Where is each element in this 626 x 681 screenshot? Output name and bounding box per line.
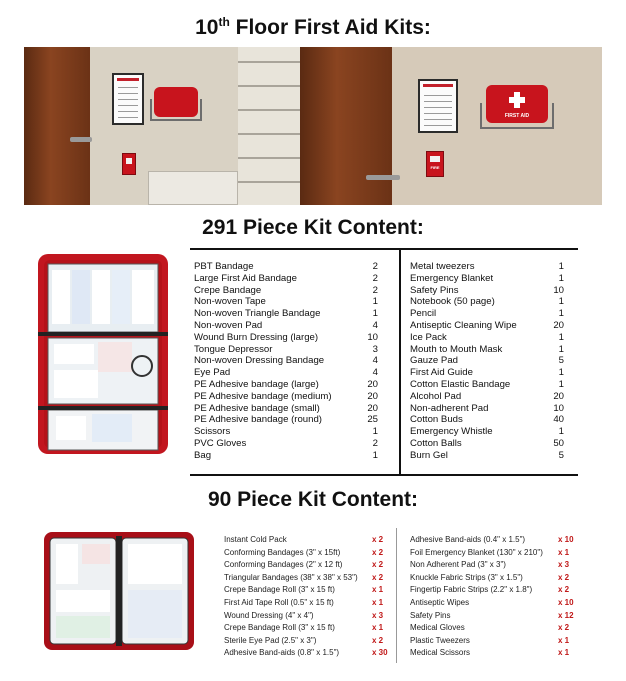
list-item: Conforming Bandages (2" x 12 ft): [224, 560, 343, 570]
list-item: First Aid Tape Roll (0.5" x 15 ft): [224, 598, 334, 607]
list-item: Tongue Depressor: [194, 343, 273, 355]
list-item-qty: 4: [372, 367, 378, 379]
list-item: Emergency Whistle: [410, 426, 493, 438]
compact-first-aid-kit-photo: [40, 522, 200, 664]
list-item-qty: 1: [372, 296, 378, 308]
list-item: Non-woven Triangle Bandage: [194, 308, 321, 320]
list-item: First Aid Guide: [410, 367, 473, 379]
list-item: Mouth to Mouth Mask: [410, 343, 503, 355]
wire-basket: [480, 103, 554, 129]
list-item-qty: 2: [372, 261, 378, 272]
list-item-qty: x 2: [372, 560, 384, 570]
list-item: Medical Gloves: [410, 623, 465, 633]
list-item-qty: 1: [558, 272, 564, 284]
list-item: Wound Burn Dressing (large): [194, 331, 319, 343]
list-item: PBT Bandage: [194, 261, 254, 272]
table-column-divider: [396, 528, 397, 663]
first-aid-kit-photo-right: [300, 47, 602, 205]
list-item: Adhesive Band-aids (0.4" x 1.5"): [410, 535, 526, 544]
list-item-qty: x 10: [558, 535, 574, 544]
list-item-qty: 10: [553, 402, 564, 414]
list-item: Crepe Bandage Roll (3" x 15 ft): [224, 585, 335, 595]
list-item-qty: x 2: [372, 535, 384, 544]
kit-90-contents-table: [210, 528, 590, 663]
fire-alarm-label: FIRE: [430, 165, 440, 170]
kit-label: FIRST AID: [504, 113, 530, 119]
list-item: Sterile Eye Pad (2.5" x 3"): [224, 635, 317, 645]
list-item: Non-woven Pad: [194, 320, 263, 331]
title-ordinal-suffix: th: [218, 15, 230, 29]
list-item-qty: 20: [553, 320, 564, 331]
list-item: Adhesive Band-aids (0.8" x 1.5"): [224, 648, 340, 658]
title-text: Floor First Aid Kits:: [229, 16, 431, 39]
list-item-qty: 2: [372, 284, 378, 296]
list-item: Non Adherent Pad (3" x 3"): [410, 560, 506, 570]
list-item-qty: 1: [558, 296, 564, 308]
list-item: Emergency Blanket: [410, 272, 494, 284]
list-item-qty: 20: [553, 390, 564, 402]
list-item-qty: x 2: [558, 572, 570, 582]
list-item-qty: 1: [372, 449, 378, 461]
list-item: Non-adherent Pad: [410, 402, 489, 414]
list-item-qty: 20: [367, 390, 378, 402]
list-item: Bag: [194, 449, 212, 461]
list-item-qty: 25: [367, 414, 378, 426]
list-item: Safety Pins: [410, 284, 459, 296]
list-item: PE Adhesive bandage (medium): [194, 390, 332, 402]
list-item-qty: x 3: [372, 610, 384, 620]
list-item-qty: 1: [558, 367, 564, 379]
list-item-qty: 20: [367, 402, 378, 414]
list-item-qty: 2: [372, 438, 378, 449]
list-item: Crepe Bandage Roll (3" x 15 ft): [224, 623, 335, 633]
list-item-qty: 1: [558, 261, 564, 272]
list-item-qty: 10: [367, 331, 378, 343]
list-item-qty: 1: [558, 379, 564, 390]
list-item-qty: 5: [558, 449, 564, 461]
fire-alarm-pull-station: [426, 151, 444, 177]
wooden-door: [300, 47, 392, 205]
list-item-qty: 1: [558, 331, 564, 343]
list-item: Gauze Pad: [410, 355, 459, 367]
list-item: Non-woven Tape: [194, 296, 266, 308]
list-item-qty: x 2: [372, 547, 384, 557]
list-item: PVC Gloves: [194, 438, 247, 449]
list-item: Crepe Bandage: [194, 284, 262, 296]
list-item: Scissors: [194, 426, 231, 438]
wire-basket: [150, 99, 202, 121]
list-item-qty: x 2: [558, 585, 570, 595]
emergency-procedures-sign: [112, 73, 144, 125]
list-item-qty: x 12: [558, 610, 574, 620]
list-item: Plastic Tweezers: [410, 635, 470, 645]
list-item: Metal tweezers: [410, 261, 475, 272]
list-item-qty: 4: [372, 320, 378, 331]
page-title: [0, 16, 626, 40]
list-item-qty: x 3: [558, 560, 570, 570]
first-aid-bag-open-photo: [30, 246, 180, 474]
list-item: Fingertip Fabric Strips (2.2" x 1.8"): [410, 585, 533, 595]
first-aid-kit-photo-left: [24, 47, 300, 205]
list-item: Pencil: [410, 308, 437, 320]
list-item-qty: 4: [372, 355, 378, 367]
list-item: Large First Aid Bandage: [194, 272, 297, 284]
cabinet: [148, 171, 238, 205]
kit-90-heading: 90 Piece Kit Content:: [207, 488, 419, 511]
list-item-qty: x 1: [372, 598, 384, 607]
list-item-qty: 1: [372, 426, 378, 438]
list-item-qty: x 2: [372, 635, 384, 645]
door-handle: [70, 137, 92, 142]
list-item: Conforming Bandages (3" x 15ft): [224, 547, 341, 557]
list-item: Alcohol Pad: [410, 390, 462, 402]
list-item: Wound Dressing (4" x 4"): [224, 610, 314, 620]
list-item-qty: 1: [558, 426, 564, 438]
list-item-qty: x 2: [372, 572, 384, 582]
list-item: Burn Gel: [410, 449, 448, 461]
list-item-qty: 10: [553, 284, 564, 296]
list-item: Antiseptic Wipes: [410, 598, 470, 607]
list-item: Safety Pins: [410, 610, 451, 620]
list-item-qty: x 1: [558, 547, 570, 557]
list-item: Non-woven Dressing Bandage: [194, 355, 325, 367]
table-column-divider: [399, 248, 401, 476]
door-handle: [366, 175, 400, 180]
list-item: Knuckle Fabric Strips (3" x 1.5"): [410, 572, 523, 582]
kit-291-heading: 291 Piece Kit Content:: [202, 216, 424, 239]
list-item: Medical Scissors: [410, 648, 471, 658]
list-item-qty: 2: [372, 272, 378, 284]
emergency-procedures-sign: [418, 79, 458, 133]
list-item-qty: x 2: [558, 623, 570, 633]
list-item-qty: 20: [367, 379, 378, 390]
shelving-unit: [238, 47, 300, 205]
title-number: 10: [195, 16, 219, 39]
list-item-qty: 5: [558, 355, 564, 367]
list-item-qty: 1: [558, 343, 564, 355]
list-item: Cotton Balls: [410, 438, 462, 449]
list-item: Ice Pack: [410, 331, 447, 343]
list-item: Triangular Bandages (38" x 38" x 53"): [224, 572, 358, 582]
list-item: Cotton Buds: [410, 414, 463, 426]
list-item-qty: x 30: [372, 648, 388, 658]
list-item-qty: x 1: [372, 623, 384, 633]
list-item: Antiseptic Cleaning Wipe: [410, 320, 517, 331]
list-item-qty: x 10: [558, 598, 574, 607]
list-item-qty: x 1: [558, 635, 570, 645]
kit-291-contents-table: [188, 248, 578, 476]
list-item: PE Adhesive bandage (small): [194, 402, 320, 414]
list-item: Eye Pad: [194, 367, 231, 379]
list-item: Cotton Elastic Bandage: [410, 379, 511, 390]
table-bottom-rule: [190, 474, 578, 476]
list-item-qty: 1: [558, 308, 564, 320]
list-item-qty: x 1: [372, 585, 384, 595]
list-item: Instant Cold Pack: [224, 535, 287, 544]
list-item-qty: 40: [553, 414, 564, 426]
list-item: PE Adhesive bandage (round): [194, 414, 323, 426]
list-item: Foil Emergency Blanket (130" x 210"): [410, 547, 543, 557]
list-item-qty: 50: [553, 438, 564, 449]
list-item-qty: x 1: [558, 648, 570, 658]
list-item-qty: 1: [372, 308, 378, 320]
wooden-door: [24, 47, 90, 205]
fire-alarm-pull-station: [122, 153, 136, 175]
table-top-rule: [190, 248, 578, 250]
list-item-qty: 3: [372, 343, 378, 355]
list-item: PE Adhesive bandage (large): [194, 379, 319, 390]
list-item: Notebook (50 page): [410, 296, 495, 308]
